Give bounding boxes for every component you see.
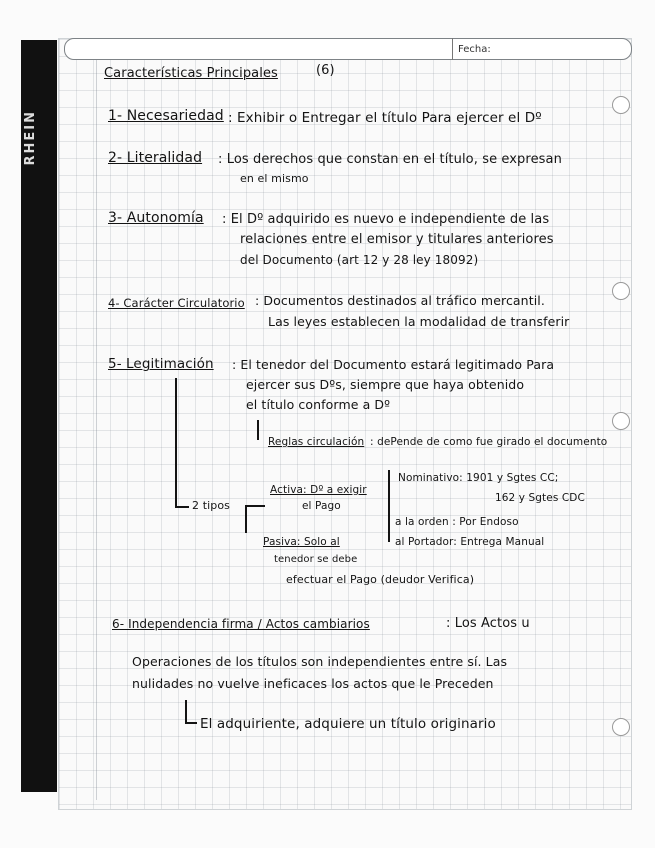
tipos-label: 2 tipos bbox=[192, 499, 231, 512]
item-text: nulidades no vuelve ineficaces los actos que le Preceden bbox=[132, 676, 494, 691]
item-text: el título conforme a Dº bbox=[246, 397, 391, 412]
item-text: en el mismo bbox=[240, 172, 309, 185]
tipos-activa-2: el Pago bbox=[302, 500, 341, 512]
item-text: Operaciones de los títulos son independientes entre sí. Las bbox=[132, 654, 508, 669]
item-text: ejercer sus Dºs, siempre que haya obtenido bbox=[246, 377, 525, 392]
item-heading: 5- Legitimación bbox=[108, 356, 214, 372]
rules-label: Reglas circulación bbox=[268, 436, 365, 448]
rules-portador: al Portador: Entrega Manual bbox=[395, 536, 545, 548]
page-title: Características Principales bbox=[104, 66, 278, 81]
connector-line bbox=[388, 470, 390, 542]
punch-hole bbox=[612, 718, 630, 736]
rules-nominativo: Nominativo: 1901 y Sgtes CC; bbox=[398, 472, 559, 484]
rules-text: : dePende de como fue girado el documento bbox=[370, 436, 608, 448]
tipos-pasiva-3: efectuar el Pago (deudor Verifica) bbox=[286, 573, 475, 586]
item-heading: 2- Literalidad bbox=[108, 150, 203, 166]
item-text: del Documento (art 12 y 28 ley 18092) bbox=[240, 253, 479, 267]
item-text: relaciones entre el emisor y titulares anteriores bbox=[240, 232, 554, 247]
item-text: : Exhibir o Entregar el título Para ejercer el Dº bbox=[228, 110, 542, 126]
connector-line bbox=[245, 505, 247, 533]
item-text: : Los derechos que constan en el título, se expresan bbox=[218, 152, 562, 167]
item-text: El adquiriente, adquiere un título originario bbox=[200, 716, 496, 732]
item-text: : El tenedor del Documento estará legitimado Para bbox=[232, 357, 555, 372]
item-heading: 1- Necesariedad bbox=[108, 108, 224, 124]
item-text: : Los Actos u bbox=[446, 616, 530, 631]
title-mark: (6) bbox=[316, 63, 335, 78]
notebook-binding bbox=[21, 40, 57, 792]
punch-hole bbox=[612, 282, 630, 300]
item-text: Las leyes establecen la modalidad de transferir bbox=[268, 314, 570, 329]
item-text: : El Dº adquirido es nuevo e independiente de las bbox=[222, 212, 550, 227]
connector-line bbox=[175, 378, 177, 506]
item-heading: 4- Carácter Circulatorio bbox=[108, 296, 245, 310]
punch-hole bbox=[612, 412, 630, 430]
connector-line bbox=[257, 420, 259, 440]
tipos-activa: Activa: Dº a exigir bbox=[270, 484, 367, 496]
margin-line bbox=[96, 60, 97, 800]
item-heading: 6- Independencia firma / Actos cambiarios bbox=[112, 617, 370, 631]
connector-line bbox=[185, 700, 187, 722]
rules-orden: a la orden : Por Endoso bbox=[395, 516, 519, 528]
connector-line bbox=[175, 506, 189, 508]
fecha-label: Fecha: bbox=[458, 44, 491, 55]
tipos-pasiva-2: tenedor se debe bbox=[274, 554, 358, 565]
brand-logo: RHEIN bbox=[23, 110, 38, 166]
item-text: : Documentos destinados al tráfico mercantil. bbox=[255, 293, 545, 308]
tipos-pasiva: Pasiva: Solo al bbox=[263, 536, 340, 548]
rules-nominativo-2: 162 y Sgtes CDC bbox=[495, 492, 585, 504]
header-separator bbox=[452, 38, 453, 60]
connector-line bbox=[245, 505, 265, 507]
item-heading: 3- Autonomía bbox=[108, 210, 204, 226]
header-bar bbox=[64, 38, 632, 60]
punch-hole bbox=[612, 96, 630, 114]
connector-line bbox=[185, 722, 197, 724]
